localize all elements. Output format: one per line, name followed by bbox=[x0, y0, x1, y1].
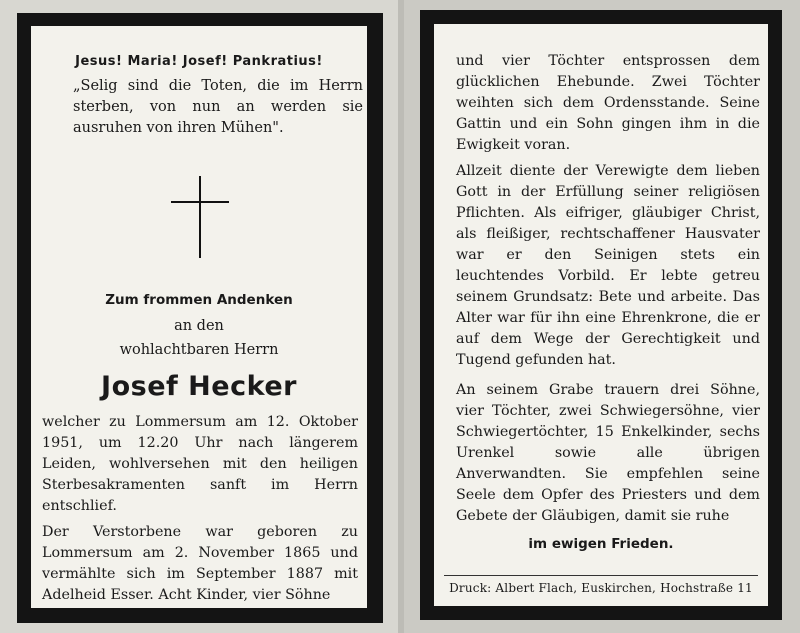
cross-icon bbox=[171, 176, 229, 258]
saints-invocation: Jesus! Maria! Josef! Pankratius! bbox=[75, 54, 323, 69]
memorial-heading: Zum frommen Andenken bbox=[105, 292, 293, 308]
birth-marriage-paragraph: Der Verstorbene war geboren zu Lommersum am 2. November 1865 und vermählte sich im September 1887 mit Adelheid Esser. Acht Kinder, vier Söhne bbox=[42, 524, 358, 603]
children-paragraph: und vier Töchter entsprossen dem glücklichen Ehebunde. Zwei Töchter weihten sich dem Ordensstande. Seine Gattin und ein Sohn gingen ihm in die Ewigkeit voran. bbox=[456, 53, 760, 153]
divider bbox=[444, 575, 758, 576]
right-page-content bbox=[434, 24, 768, 606]
card-fold bbox=[398, 0, 404, 633]
printer-imprint: Druck: Albert Flach, Euskirchen, Hochstraße 11 bbox=[449, 581, 753, 595]
memorial-card-left-page bbox=[17, 13, 383, 623]
deceased-name: Josef Hecker bbox=[101, 371, 297, 402]
closing-line: im ewigen Frieden. bbox=[528, 536, 674, 552]
death-paragraph: welcher zu Lommersum am 12. Oktober 1951, um 12.20 Uhr nach längerem Leiden, wohlversehen mit den heiligen Sterbesakramenten sanft im Herrn entschlief. bbox=[42, 414, 358, 514]
preposition-line: an den bbox=[174, 318, 224, 334]
honorific-line: wohlachtbaren Herrn bbox=[119, 342, 279, 358]
mourners-paragraph: An seinem Grabe trauern drei Söhne, vier Töchter, zwei Schwiegersöhne, vier Schwiegertöchter, 15 Enkelkinder, sechs Urenkel sowie alle übrigen Anverwandten. Sie empfehlen seine Seele dem Opfer des Priesters und dem Gebete der Gläubigen, damit sie ruhe bbox=[456, 382, 760, 524]
left-page-content bbox=[31, 26, 367, 608]
memorial-card-right-page bbox=[420, 10, 782, 620]
virtue-paragraph: Allzeit diente der Verewigte dem lieben Gott in der Erfüllung seiner religiösen Pflichten. Als eifriger, gläubiger Christ, als fleißiger, rechtschaffener Hausvater war er den Seinigen stets ein leuchtendes Vorbild. Er lebte getreu seinem Grundsatz: Bete und arbeite. Das Alter war für ihn eine Ehrenkrone, die er auf dem Wege der Gerechtigkeit und Tugend gefunden hat. bbox=[456, 163, 760, 368]
scripture-quote: „Selig sind die Toten, die im Herrn sterben, von nun an werden sie ausruhen von ihren Mühen". bbox=[73, 78, 363, 136]
